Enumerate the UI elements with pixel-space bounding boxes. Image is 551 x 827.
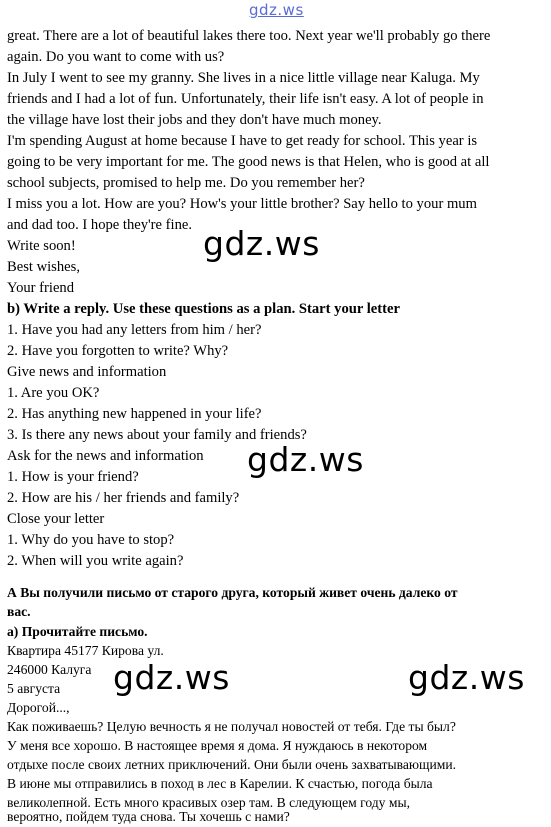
plan-item: 1. Are you OK?	[7, 385, 100, 401]
translation-heading: вас.	[7, 604, 31, 619]
plan-item: 3. Is there any news about your family and friends?	[7, 427, 307, 443]
letter-closing: Write soon!	[7, 238, 76, 254]
watermark: gdz.ws	[113, 658, 230, 697]
plan-section-heading: Ask for the news and information	[7, 448, 204, 464]
text-line: отдыхе после своих летних приключений. Они были очень захватывающими.	[7, 757, 457, 772]
plan-item: 1. How is your friend?	[7, 469, 139, 485]
text-line: again. Do you want to come with us?	[7, 49, 225, 65]
text-line: I miss you a lot. How are you? How's your little brother? Say hello to your mum	[7, 196, 477, 212]
letter-signature: Your friend	[7, 280, 75, 296]
greeting-line: Дорогой...,	[7, 700, 70, 715]
plan-item: 2. When will you write again?	[7, 553, 184, 569]
plan-item: 2. Have you forgotten to write? Why?	[7, 343, 229, 359]
plan-section-heading: Close your letter	[7, 511, 105, 527]
text-line: the village have lost their jobs and they don't have much money.	[7, 112, 382, 128]
text-line: I'm spending August at home because I have to get ready for school. This year is	[7, 133, 478, 149]
watermark-link[interactable]: gdz.ws	[249, 1, 304, 19]
translation-subheading: а) Прочитайте письмо.	[7, 624, 148, 639]
plan-item: 1. Have you had any letters from him / her?	[7, 322, 262, 338]
plan-item: 1. Why do you have to stop?	[7, 532, 175, 548]
text-line: вероятно, пойдем туда снова. Ты хочешь с нами?	[7, 809, 290, 824]
address-line: 246000 Калуга	[7, 662, 92, 677]
watermark: gdz.ws	[247, 440, 364, 479]
text-line: Как поживаешь? Целую вечность я не получал новостей от тебя. Где ты был?	[7, 719, 456, 734]
task-heading: b) Write a reply. Use these questions as a plan. Start your letter	[7, 301, 400, 317]
plan-section-heading: Give news and information	[7, 364, 167, 380]
watermark: gdz.ws	[203, 224, 320, 263]
translation-heading: А Вы получили письмо от старого друга, который живет очень далеко от	[7, 585, 458, 600]
letter-closing: Best wishes,	[7, 259, 80, 275]
text-line: friends and I had a lot of fun. Unfortunately, their life isn't easy. A lot of people in	[7, 91, 484, 107]
text-line: В июне мы отправились в поход в лес в Карелии. К счастью, погода была	[7, 776, 433, 791]
text-line: going to be very important for me. The good news is that Helen, who is good at all	[7, 154, 490, 170]
text-line: У меня все хорошо. В настоящее время я дома. Я нуждаюсь в некотором	[7, 738, 428, 753]
text-line: and dad too. I hope they're fine.	[7, 217, 192, 233]
address-line: Квартира 45177 Кирова ул.	[7, 643, 164, 658]
plan-item: 2. How are his / her friends and family?	[7, 490, 240, 506]
text-line: In July I went to see my granny. She lives in a nice little village near Kaluga. My	[7, 70, 480, 86]
watermark: gdz.ws	[408, 658, 525, 697]
text-line: великолепной. Есть много красивых озер там. В следующем году мы,	[7, 795, 410, 810]
date-line: 5 августа	[7, 681, 61, 696]
text-line: school subjects, promised to help me. Do you remember her?	[7, 175, 365, 191]
plan-item: 2. Has anything new happened in your life?	[7, 406, 262, 422]
text-line: great. There are a lot of beautiful lakes there too. Next year we'll probably go there	[7, 28, 491, 44]
